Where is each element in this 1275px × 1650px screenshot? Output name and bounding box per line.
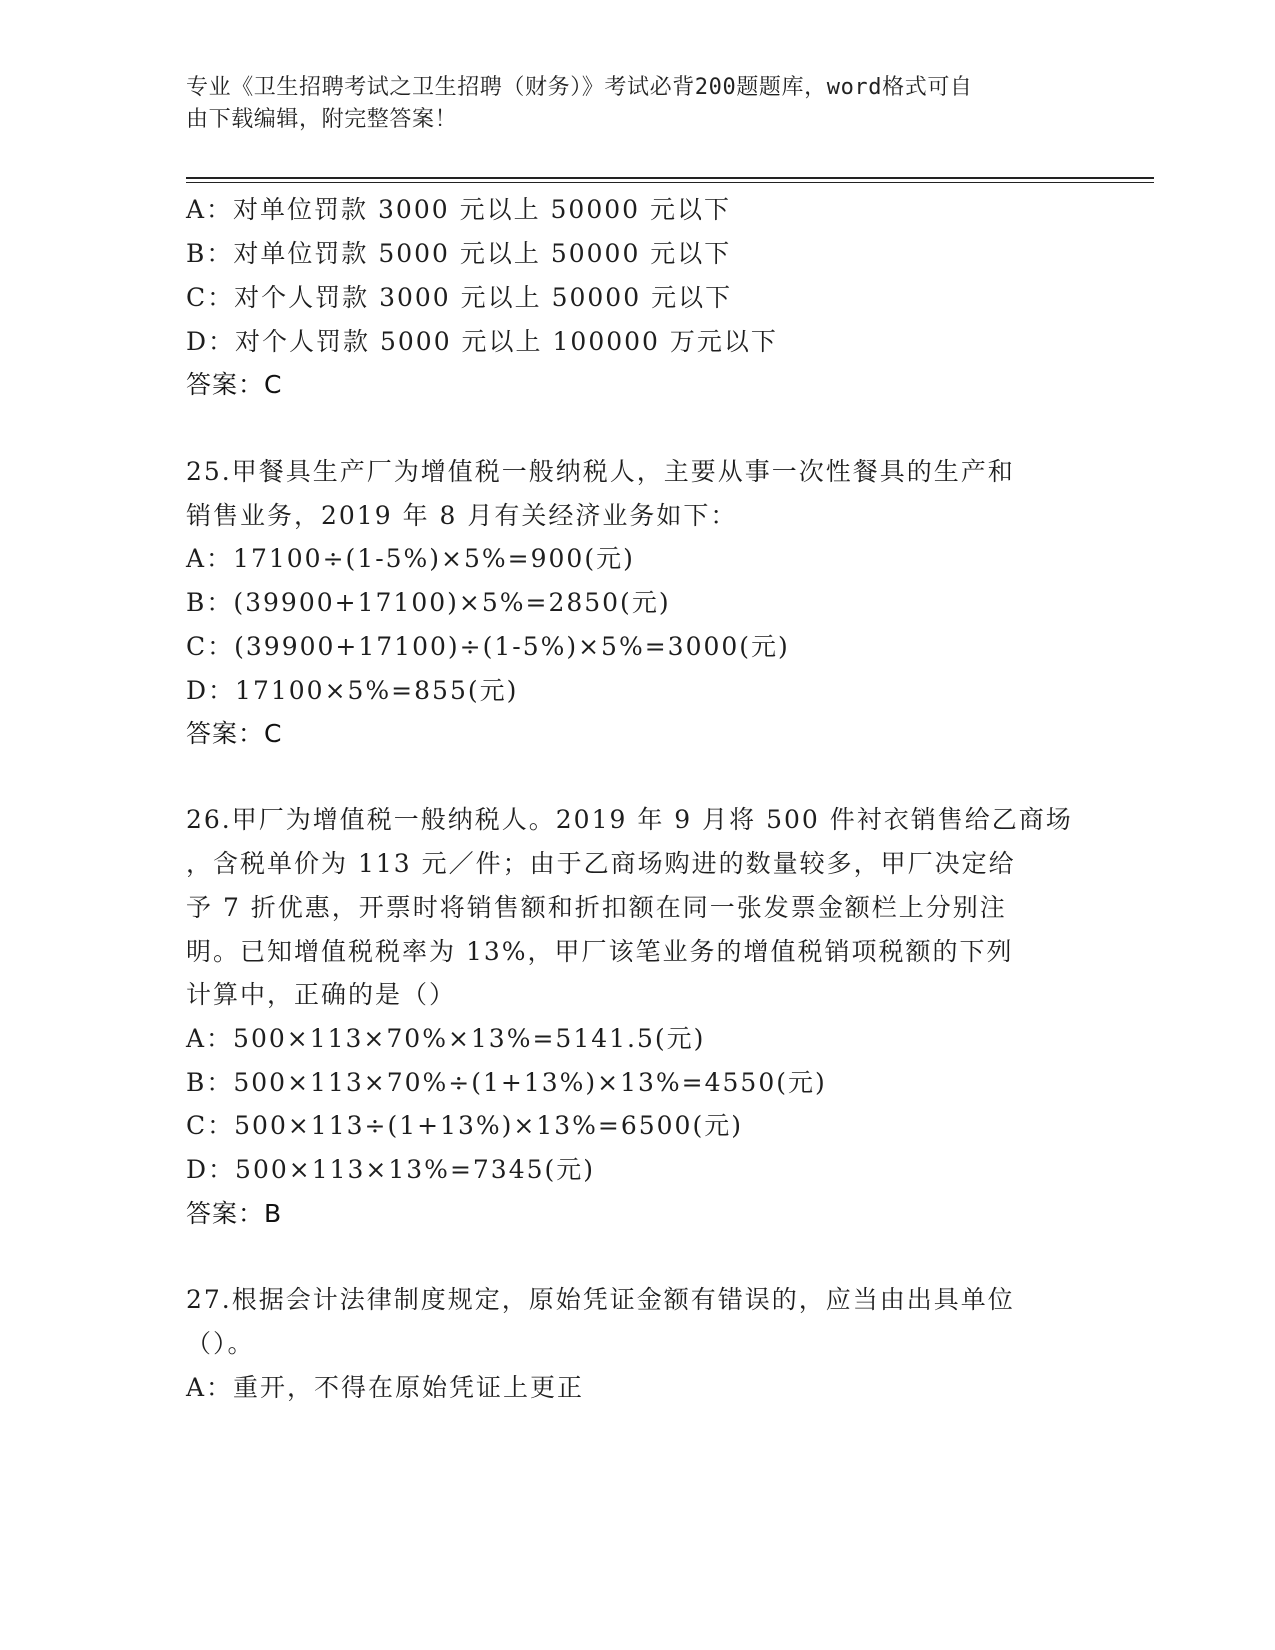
- q26-option-b: B：500×113×70%÷(1+13%)×13%=4550(元): [186, 1068, 827, 1097]
- q25-option-b: B：(39900+17100)×5%=2850(元): [186, 588, 671, 617]
- q26-stem-line-2: ，含税单价为 113 元／件；由于乙商场购进的数量较多，甲厂决定给: [186, 849, 1016, 878]
- q26-option-d: D：500×113×13%=7345(元): [186, 1155, 596, 1184]
- q25-answer: 答案：C: [186, 719, 283, 748]
- document-header: [186, 72, 1076, 136]
- q24-option-d: D：对个人罚款 5000 元以上 100000 万元以下: [186, 327, 778, 356]
- q24-option-b: B：对单位罚款 5000 元以上 50000 元以下: [186, 239, 732, 268]
- q26-option-a: A：500×113×70%×13%=5141.5(元): [186, 1024, 706, 1053]
- header-divider-thin: [186, 182, 1154, 183]
- q25-option-c: C：(39900+17100)÷(1-5%)×5%=3000(元): [186, 632, 790, 661]
- q25-option-a: A：17100÷(1-5%)×5%=900(元): [186, 544, 635, 573]
- q27-stem-line-1: 27.根据会计法律制度规定，原始凭证金额有错误的，应当由出具单位: [186, 1285, 1015, 1314]
- q24-option-c: C：对个人罚款 3000 元以上 50000 元以下: [186, 283, 733, 312]
- q26-stem-line-5: 计算中，正确的是（）: [186, 980, 457, 1009]
- q25-option-d: D：17100×5%=855(元): [186, 676, 519, 705]
- header-divider-thick: [186, 177, 1154, 179]
- header-line-2: 由下载编辑，附完整答案！: [186, 107, 458, 132]
- q25-stem-line-1: 25.甲餐具生产厂为增值税一般纳税人，主要从事一次性餐具的生产和: [186, 457, 1015, 486]
- q25-stem-line-2: 销售业务，2019 年 8 月有关经济业务如下：: [186, 501, 738, 530]
- q26-stem-line-4: 明。已知增值税税率为 13%，甲厂该笔业务的增值税销项税额的下列: [186, 937, 1014, 966]
- q27-option-a: A：重开，不得在原始凭证上更正: [186, 1373, 585, 1402]
- q26-stem-line-3: 予 7 折优惠，开票时将销售额和折扣额在同一张发票金额栏上分别注: [186, 893, 1007, 922]
- q24-answer: 答案：C: [186, 370, 283, 399]
- q26-stem-line-1: 26.甲厂为增值税一般纳税人。2019 年 9 月将 500 件衬衣销售给乙商场: [186, 805, 1073, 834]
- q26-answer: 答案：B: [186, 1199, 283, 1228]
- q26-option-c: C：500×113÷(1+13%)×13%=6500(元): [186, 1111, 743, 1140]
- header-line-1: 专业《卫生招聘考试之卫生招聘（财务）》考试必背200题题库，word格式可自: [186, 75, 973, 100]
- q27-stem-line-2: （）。: [186, 1329, 255, 1358]
- q24-option-a: A：对单位罚款 3000 元以上 50000 元以下: [186, 195, 731, 224]
